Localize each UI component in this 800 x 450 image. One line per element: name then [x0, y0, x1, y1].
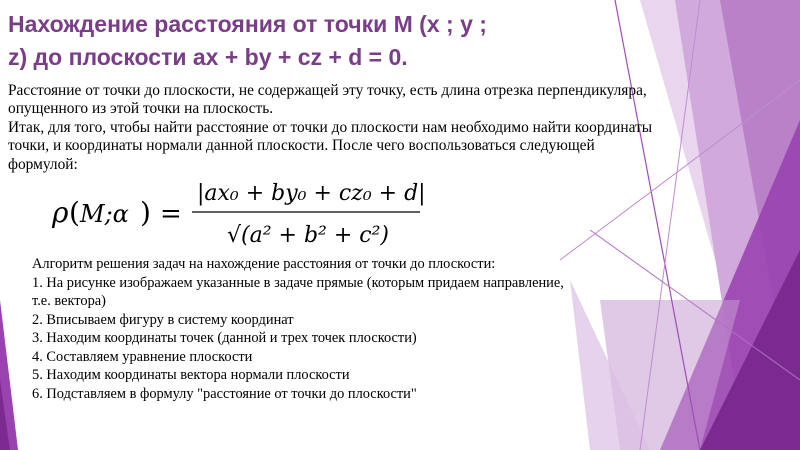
method-paragraph: Итак, для того, чтобы найти расстояние от точки до плоскости нам необходимо найти координаты точки, и координаты нормали данной плоскости. После чего воспользоваться следующей формулой: [8, 118, 653, 173]
intro-text [8, 82, 658, 174]
algorithm-section [32, 255, 572, 403]
formula-equals: = [160, 199, 182, 229]
formula-args: M;α [80, 200, 129, 228]
algorithm-heading: Алгоритм решения задач на нахождение расстояния от точки до плоскости: [32, 256, 496, 272]
formula-rho: ρ [52, 196, 69, 229]
algorithm-step: 1. На рисунке изображаем указанные в задаче прямые (которым придаем направление, т.е. вектора) [32, 274, 564, 309]
formula-denominator: √(a² + b² + c²) [227, 223, 390, 248]
algorithm-step: 3. Находим координаты точек (данной и трех точек плоскости) [32, 330, 417, 346]
algorithm-step: 5. Находим координаты вектора нормали плоскости [32, 367, 350, 383]
formula-numerator: |ax₀ + by₀ + cz₀ + d| [197, 181, 426, 206]
algorithm-step: 4. Составляем уравнение плоскости [32, 348, 253, 365]
slide-title [8, 8, 628, 74]
algorithm-step: 6. Подставляем в формулу "расстояние от точки до плоскости" [32, 385, 417, 402]
definition-paragraph: Расстояние от точки до плоскости, не содержащей эту точку, есть длина отрезка перпендикуляра, опущенного из этой точки на плоскость. [8, 82, 647, 118]
title-line-2: z) до плоскости ax + by + cz + d = 0. [8, 44, 408, 70]
formula-close-paren: ) [140, 196, 151, 229]
algorithm-step: 2. Вписываем фигуру в систему координат [32, 311, 294, 328]
formula-open-paren: ( [69, 196, 80, 229]
distance-formula [52, 170, 432, 250]
title-line-1: Нахождение расстояния от точки М (х ; у ; [8, 11, 487, 37]
